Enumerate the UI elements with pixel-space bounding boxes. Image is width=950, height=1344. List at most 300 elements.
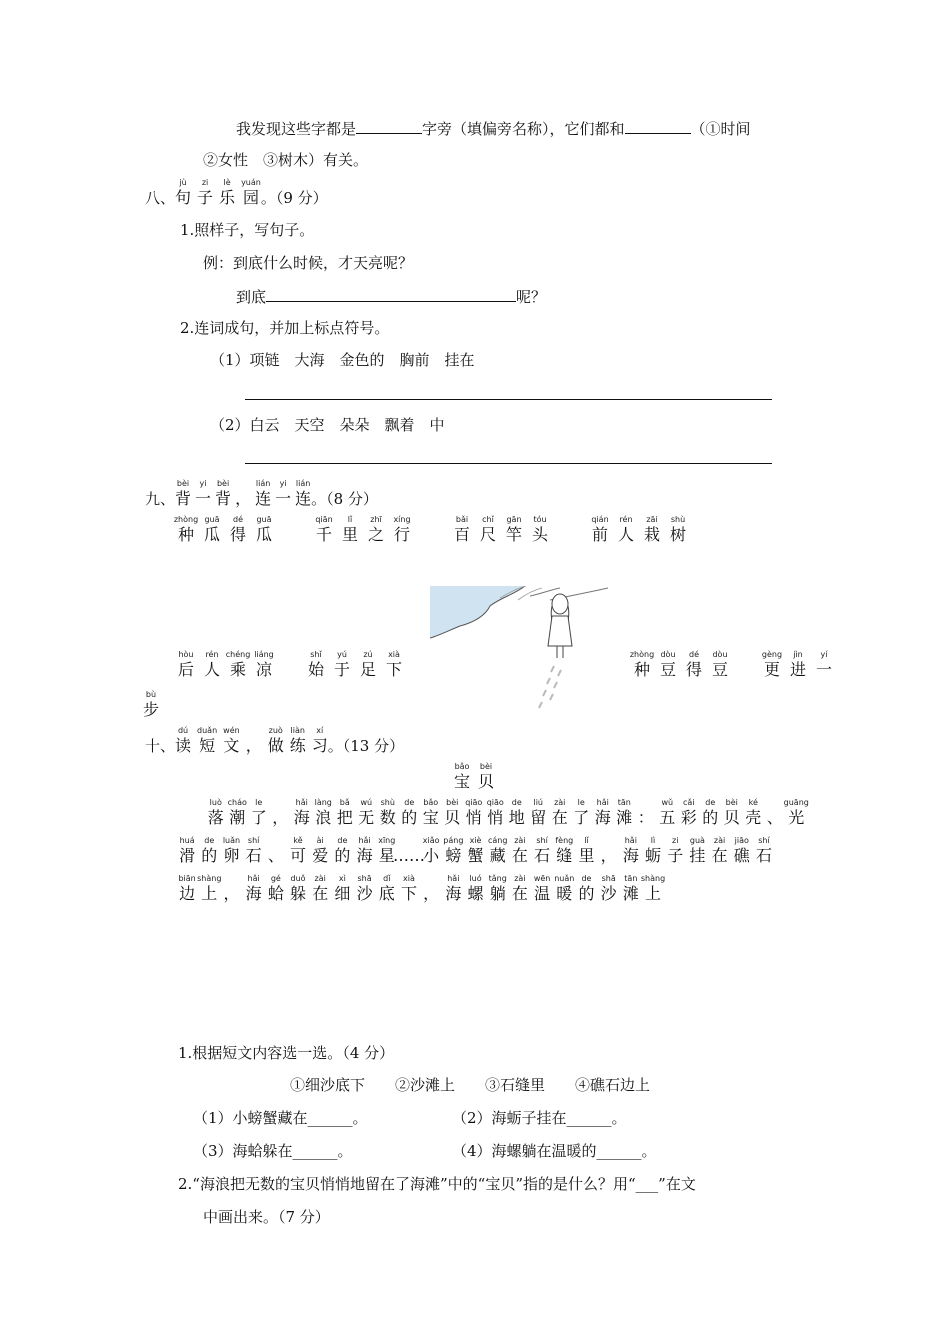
hanzi: 落 [207,808,224,827]
pinyin: lì [650,836,656,845]
pinyin-char [683,650,705,680]
pinyin-char [575,836,597,866]
q8-fill-blank[interactable] [266,285,516,302]
pinyin-char [709,836,731,866]
q7-blank-meaning[interactable] [625,117,691,134]
hanzi: 练 [289,736,306,755]
pinyin-char [529,515,551,545]
hanzi: ， [223,884,240,903]
idiom-phrase[interactable] [631,650,731,680]
hanzi: 凉 [255,660,272,679]
pinyin: lián [255,479,271,488]
pinyin: chéng [225,650,251,659]
pinyin-char [265,836,287,866]
pinyin: làng [314,798,332,807]
pinyin: dé [233,515,243,524]
q10-heading [145,726,404,756]
pinyin: tǎng [488,874,507,883]
pinyin-char [398,874,420,904]
pinyin-char [377,798,399,828]
pinyin-char [761,650,783,680]
pinyin-char [509,874,531,904]
pinyin-char [175,515,197,545]
pinyin: le [577,798,585,807]
hanzi: 宝 [422,808,439,827]
idiom-phrase[interactable] [451,515,551,545]
pinyin-char [197,726,217,756]
pinyin-char [686,836,708,866]
pinyin-char [243,874,265,904]
beach-girl-illustration [430,586,610,712]
hanzi: 习 [311,736,328,755]
pinyin-char [227,650,249,680]
pinyin-char [287,836,309,866]
pinyin: qiān [315,515,333,524]
pinyin: xià [403,874,415,883]
pinyin-char [354,836,376,866]
pinyin-char [291,798,313,828]
pinyin: bù [145,690,157,699]
pinyin: gān [506,515,522,524]
pinyin: bèi [216,479,230,488]
hanzi: 石 [534,846,551,865]
hanzi: 藏 [489,846,506,865]
pinyin: xiè [469,836,482,845]
q10-options: ①细沙底下 ②沙滩上 ③石缝里 ④礁石边上 [290,1076,651,1094]
pinyin-char [143,690,159,720]
hanzi: …… [392,846,425,865]
pinyin: wǔ [661,798,674,807]
pinyin-char [356,798,378,828]
hanzi: 边 [179,884,196,903]
pinyin: kě [293,836,303,845]
hanzi: 温 [534,884,551,903]
q9-title [175,479,311,509]
pinyin: zhòng [173,515,199,524]
pinyin: de [581,874,592,883]
pinyin-char [392,836,425,866]
pinyin-char [175,726,191,756]
hanzi: 在 [312,884,329,903]
idiom-phrase[interactable] [175,650,275,680]
hanzi: 海 [445,884,462,903]
hanzi: 句 [175,188,192,207]
pinyin-char [383,650,405,680]
pinyin: luǎn [222,836,241,845]
hanzi: 背 [175,489,192,508]
pinyin-char [787,650,809,680]
idiom-phrase[interactable] [761,650,835,680]
q7-text-b: 字旁（填偏旁名称），它们都和 [422,120,625,138]
q10-number: 十、 [145,737,176,755]
pinyin-char [478,762,494,792]
pinyin-char [721,798,743,828]
hanzi: 更 [763,660,780,679]
pinyin-char [305,650,327,680]
pinyin: shù [670,515,686,524]
hanzi: 豆 [711,660,728,679]
pinyin: yuán [241,178,261,187]
hanzi: 挂 [689,846,706,865]
pinyin: cháo [227,798,247,807]
q8-answer-line-2[interactable] [245,463,772,464]
hanzi: 得 [685,660,702,679]
pinyin: wú [360,798,373,807]
pinyin: xíng [393,515,411,524]
q9-title-tail: 。（8 分） [311,490,378,508]
hanzi: 、 [766,808,783,827]
pinyin: luó [469,874,482,883]
hanzi: 了 [573,808,590,827]
pinyin: xià [388,650,400,659]
hanzi: 、 [267,846,284,865]
q8-fill-line [236,285,546,307]
hanzi: 一 [275,489,292,508]
hanzi: 豆 [659,660,676,679]
pinyin-char [235,479,251,509]
hanzi: 上 [201,884,218,903]
hanzi: 贝 [723,808,740,827]
pinyin: shí [758,836,770,845]
pinyin-char [642,874,664,904]
pinyin-char [813,650,835,680]
pinyin-char [598,874,620,904]
pinyin-char [743,798,765,828]
pinyin-char [270,798,292,828]
q10-sub1: 1.根据短文内容选一选。（4 分） [178,1044,395,1062]
pinyin: bǎo [454,762,470,771]
pinyin-char [268,726,284,756]
hanzi: 千 [315,525,332,544]
pinyin: xí [316,726,324,735]
pinyin: de [204,836,215,845]
q10-title-tail: 。（13 分） [327,737,405,755]
pinyin: bèi [446,798,459,807]
pinyin-char [464,836,486,866]
pinyin: wén [223,726,240,735]
q8-sub2: 2.连词成句，并加上标点符号。 [180,319,390,337]
pinyin-char [531,874,553,904]
hanzi: 躲 [290,884,307,903]
pinyin: zú [363,650,373,659]
hanzi: 的 [578,884,595,903]
pinyin-char [201,650,223,680]
pinyin: rén [205,650,219,659]
q7-line1 [236,117,751,139]
pinyin: qián [591,515,609,524]
pinyin-char [215,479,231,509]
hanzi: 里 [341,525,358,544]
pinyin: huá [179,836,195,845]
pinyin: luò [209,798,222,807]
pinyin-char [420,874,442,904]
pinyin-char [657,798,679,828]
hanzi: 滩 [616,808,633,827]
pinyin-char [253,650,275,680]
hanzi: 壳 [745,808,762,827]
pinyin-char [667,515,689,545]
pinyin: hǎi [358,836,371,845]
pinyin-char [503,515,525,545]
pinyin-char [420,836,442,866]
pinyin-char [783,798,809,828]
hanzi: 滩 [622,884,639,903]
hanzi: 文 [223,736,240,755]
hanzi: ： [637,808,654,827]
pinyin-char [246,726,262,756]
pinyin: xì [338,874,346,883]
hanzi: 宝 [454,772,471,791]
pinyin: shí [247,836,260,845]
pinyin: hǎi [447,874,460,883]
article-title [454,762,494,792]
hanzi: 爱 [312,846,329,865]
hanzi: 一 [195,489,212,508]
pinyin-char [485,798,507,828]
idiom-phrase[interactable] [313,515,413,545]
pinyin-char [477,515,499,545]
pinyin-char [454,762,470,792]
hanzi: 头 [531,525,548,544]
q10-title [175,726,328,756]
idiom-phrase[interactable] [175,515,275,545]
hanzi: 螺 [467,884,484,903]
pinyin-char [464,874,486,904]
pinyin: de [337,836,348,845]
pinyin: qiāo [486,798,504,807]
hanzi: 下 [400,884,417,903]
hanzi: 子 [667,846,684,865]
hanzi: 栽 [643,525,660,544]
hanzi: 在 [511,846,528,865]
hanzi: 了 [250,808,267,827]
hanzi: 悄 [487,808,504,827]
q10-blank-1[interactable]: （1）小螃蟹藏在______。 [193,1109,368,1127]
pinyin-char [287,874,309,904]
q10-blank-3[interactable]: （3）海蛤躲在______。 [193,1142,353,1160]
hanzi: 蛤 [267,884,284,903]
pinyin: tān [624,874,638,883]
pinyin-char [631,650,653,680]
pinyin-char [195,479,211,509]
hanzi: 滑 [179,846,196,865]
pinyin-char [391,515,413,545]
pinyin-char [197,178,213,208]
pinyin-char [205,798,227,828]
pinyin: ké [748,798,758,807]
pinyin: zài [514,874,526,883]
hanzi: 种 [177,525,194,544]
hanzi: 的 [334,846,351,865]
hanzi: 乐 [219,188,236,207]
pinyin-char [420,798,442,828]
hanzi: 得 [229,525,246,544]
pinyin-char [571,798,593,828]
hanzi: 人 [617,525,634,544]
pinyin-char [198,836,220,866]
hanzi: 石 [755,846,772,865]
pinyin: guà [689,836,705,845]
q8-number: 八、 [145,189,176,207]
pinyin: bèi [479,762,493,771]
pinyin-char [442,836,464,866]
pinyin: zuò [268,726,283,735]
idiom-phrase[interactable] [589,515,689,545]
pinyin: shǐ [310,650,322,659]
pinyin-char [243,836,265,866]
pinyin: shí [536,836,548,845]
q10-blank-4[interactable]: （4）海螺躺在温暖的______。 [452,1142,657,1160]
hanzi: 星 [378,846,395,865]
pinyin-char [313,798,335,828]
hanzi: 海 [293,808,310,827]
q8-title [175,178,261,208]
pinyin: cáng [487,836,508,845]
pinyin: zhī [370,515,382,524]
q8-item1: （1）项链 大海 金色的 胸前 挂在 [210,351,475,369]
hanzi: 进 [789,660,806,679]
pinyin: duǎn [197,726,218,735]
pinyin: shàng [640,874,666,883]
hanzi: 行 [393,525,410,544]
hanzi: 竿 [505,525,522,544]
pinyin: hǎi [596,798,609,807]
hanzi: 子 [197,188,214,207]
pinyin-char [442,798,464,828]
pinyin: xīng [378,836,396,845]
hanzi: 潮 [229,808,246,827]
q10-sub2-line2: 中画出来。（7 分） [203,1208,330,1226]
hanzi: 光 [788,808,805,827]
hanzi: 海 [356,846,373,865]
pinyin-char [255,479,271,509]
hanzi: 乘 [229,660,246,679]
pinyin-char [598,836,620,866]
hanzi: 沙 [356,884,373,903]
hanzi: 短 [199,736,216,755]
hanzi: 一 [815,660,832,679]
hanzi: 里 [578,846,595,865]
pinyin-char [295,479,311,509]
hanzi: 上 [645,884,662,903]
pinyin: dòu [712,650,728,659]
pinyin-char [357,650,379,680]
hanzi: 读 [175,736,192,755]
idiom-phrase[interactable] [305,650,405,680]
q7-text-c: （①时间 [690,120,751,138]
pinyin-char [331,836,353,866]
pinyin-char [241,178,261,208]
pinyin-char [589,515,611,545]
pinyin: hǎi [247,874,260,883]
pinyin: dòu [660,650,676,659]
pinyin-char [201,515,223,545]
q8-example: 例：到底什么时候，才天亮呢？ [203,254,414,272]
pinyin: hǎi [295,798,308,807]
hanzi: 石 [245,846,262,865]
hanzi: 尺 [479,525,496,544]
pinyin: lǐ [584,836,589,845]
pinyin: shàng [197,874,222,883]
hanzi: 五 [659,808,676,827]
pinyin-char [764,798,786,828]
pinyin-char [175,178,191,208]
hanzi: 螃 [445,846,462,865]
hanzi: 始 [307,660,324,679]
hanzi: 躺 [489,884,506,903]
pinyin: fèng [555,836,574,845]
pinyin: yú [337,650,347,659]
pinyin-char [575,874,597,904]
hanzi: 做 [267,736,284,755]
hanzi: 无 [358,808,375,827]
pinyin: liàn [290,726,305,735]
hanzi: 在 [511,884,528,903]
pinyin: lǐ [347,515,353,524]
pinyin: zài [554,798,566,807]
pinyin: tān [617,798,631,807]
hanzi: 留 [530,808,547,827]
q10-sub2-line1: 2.“海浪把无数的宝贝悄悄地留在了海滩”中的“宝贝”指的是什么？用“___”在文 [178,1175,696,1193]
pinyin-char [219,178,235,208]
pinyin-char [334,798,356,828]
q8-answer-line-1[interactable] [245,399,772,400]
pinyin-char [753,836,775,866]
pinyin-char [549,798,571,828]
pinyin: bèi [176,479,190,488]
hanzi: 卵 [223,846,240,865]
pinyin: wēn [533,874,551,883]
hanzi: 人 [203,660,220,679]
q9-number: 九、 [145,490,176,508]
pinyin: jiāo [734,836,749,845]
hanzi: 海 [594,808,611,827]
pinyin-char [528,798,550,828]
hanzi: 在 [551,808,568,827]
pinyin-char [227,515,249,545]
hanzi: 蟹 [467,846,484,865]
pinyin-char [709,650,731,680]
article-line-1 [205,798,807,828]
pinyin-char [248,798,270,828]
q10-blank-2[interactable]: （2）海蛎子挂在______。 [452,1109,627,1127]
pinyin-char [487,836,509,866]
q8-sub1: 1.照样子，写句子。 [180,221,315,239]
hanzi: 底 [378,884,395,903]
pinyin: zi [672,836,679,845]
hanzi: 缝 [556,846,573,865]
hanzi: 小 [423,846,440,865]
hanzi: 连 [255,489,272,508]
pinyin: hǎi [624,836,637,845]
hanzi: 园 [242,188,259,207]
pinyin-char [176,836,198,866]
pinyin-char [265,874,287,904]
hanzi: ， [235,489,252,508]
hanzi: 树 [669,525,686,544]
hanzi: 瓜 [203,525,220,544]
pinyin: yi [199,479,207,488]
pinyin: dǐ [383,874,391,883]
pinyin: tóu [533,515,547,524]
pinyin-char [198,874,220,904]
hanzi: ， [245,736,262,755]
pinyin: gèng [761,650,783,659]
q7-blank-radical[interactable] [356,117,422,134]
q9-top-phrases [175,515,689,545]
hanzi: 可 [290,846,307,865]
q9-wrapped-char [143,690,159,720]
